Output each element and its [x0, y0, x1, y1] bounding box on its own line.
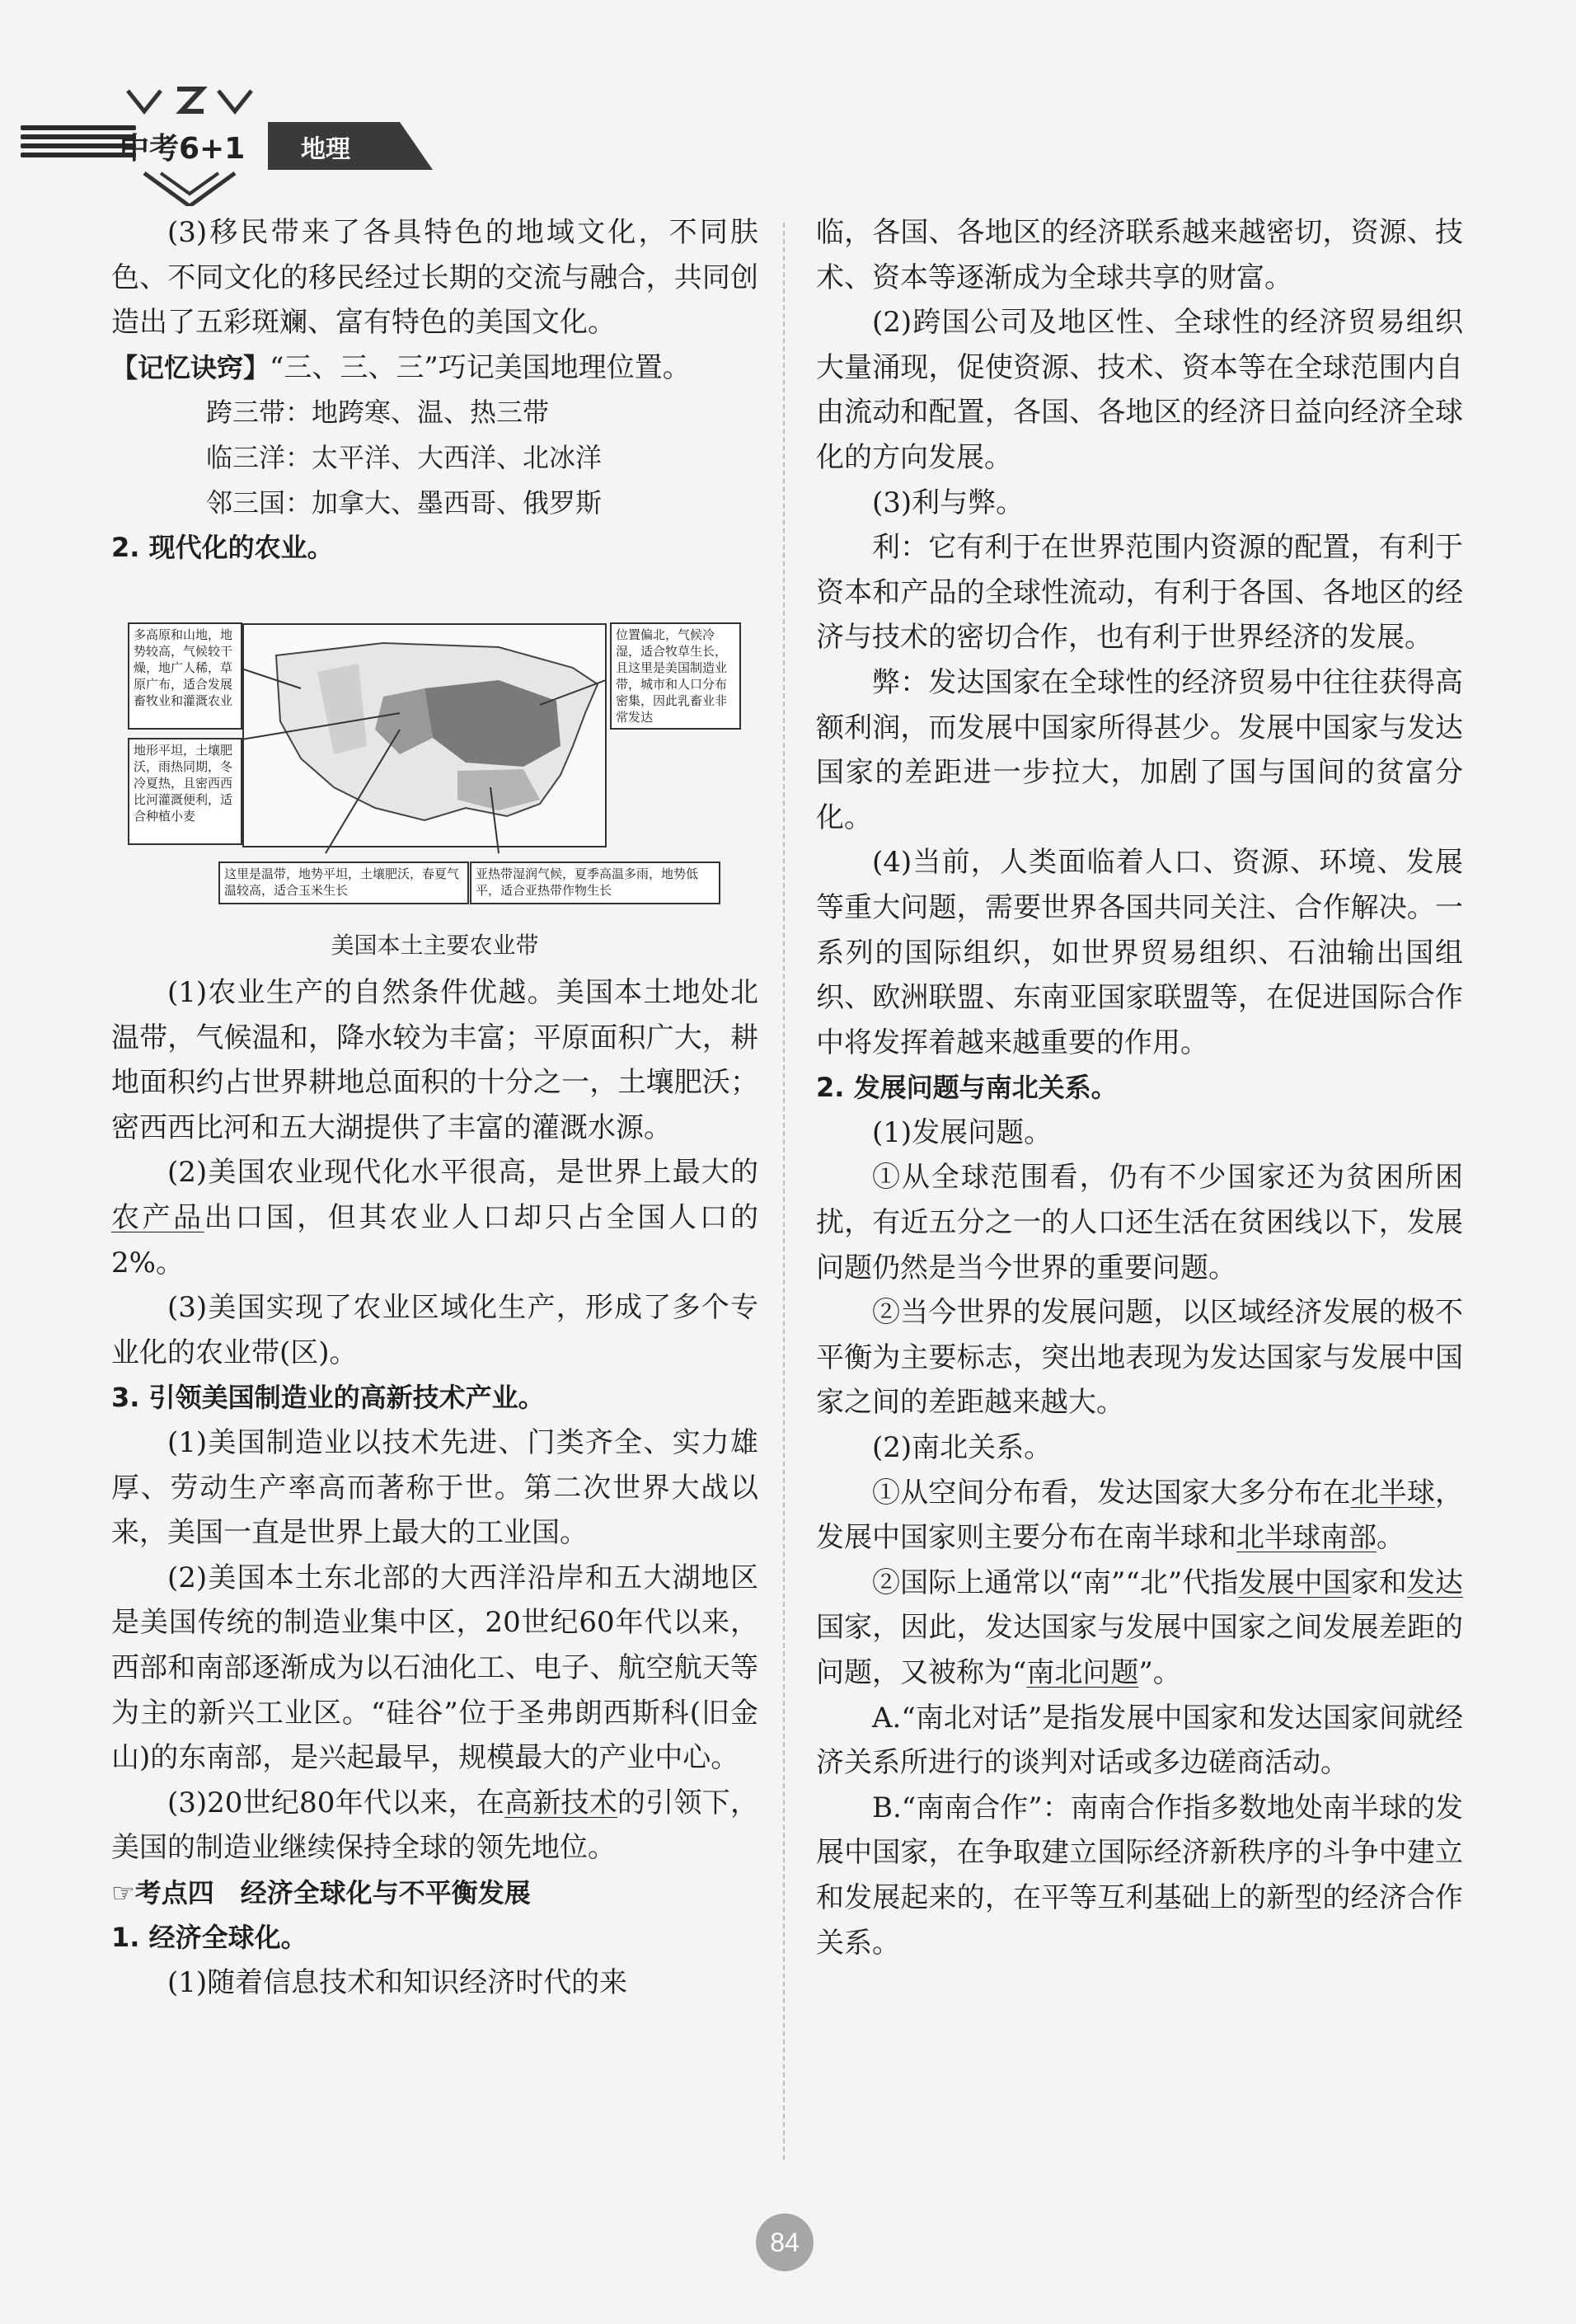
column-divider	[783, 223, 785, 2160]
section-heading: 1. 经济全球化。	[111, 1922, 307, 1954]
page-header	[21, 74, 433, 206]
section-heading: 2. 现代化的农业。	[111, 532, 334, 564]
mnemonic-line: 邻三国：加拿大、墨西哥、俄罗斯	[206, 486, 603, 519]
paragraph: (3)移民带来了各具特色的地域文化，不同肤色、不同文化的移民经过长期的交流与融合，共同创造出了五彩斑斓、富有特色的美国文化。	[111, 216, 758, 340]
mnemonic-line: 跨三带：地跨寒、温、热三带	[206, 397, 550, 429]
topic-heading: ☞考点四 经济全球化与不平衡发展	[111, 1876, 531, 1908]
paragraph: 临，各国、各地区的经济联系越来越密切，资源、技术、资本等逐渐成为全球共享的财富。	[816, 216, 1463, 294]
series-title: 中考6+1	[120, 132, 246, 166]
paragraph: (1)随着信息技术和知识经济时代的来	[167, 1966, 628, 2000]
paragraph: (2)跨国公司及地区性、全球性的经济贸易组织大量涌现，促使资源、技术、资本等在全球范围内自由流动和配置，各国、各地区的经济日益向经济全球化的方向发展。	[816, 306, 1463, 474]
mnemonic-line: 临三洋：太平洋、大西洋、北冰洋	[206, 441, 603, 473]
right-column	[816, 210, 1463, 1965]
memory-text: “三、三、三”巧记美国地理位置。	[270, 350, 691, 384]
paragraph: A.“南北对话”是指发展中国家和发达国家间就经济关系所进行的谈判对话或多边磋商活动。	[816, 1701, 1463, 1780]
map-note-bottom-left: 这里是温带，地势平坦，土壤肥沃，春夏气温较高，适合玉米生长	[218, 862, 469, 904]
paragraph: ②国际上通常以“南”“北”代指发展中国家和发达国家，因此，发达国家与发展中国家之间发展差距的问题，又被称为“南北问题”。	[816, 1566, 1464, 1689]
memory-label: 【记忆诀窍】	[111, 351, 270, 383]
paragraph: ②当今世界的发展问题，以区域经济发展的极不平衡为主要标志，突出地表现为发达国家与发展中国家之间的差距越来越大。	[816, 1296, 1463, 1420]
paragraph: (1)发展问题。	[872, 1115, 1053, 1149]
left-column-bottom	[111, 970, 758, 2006]
left-column-top	[111, 210, 758, 570]
paragraph: 弊：发达国家在全球性的经济贸易中往往获得高额利润，而发展中国家所得甚少。发展中国家与发达国家的差距进一步拉大，加剧了国与国间的贫富分化。	[816, 665, 1463, 834]
paragraph: 利：它有利于在世界范围内资源的配置，有利于资本和产品的全球性流动，有利于各国、各地区的经济与技术的密切合作，也有利于世界经济的发展。	[816, 531, 1463, 655]
map-note-nw: 多高原和山地，地势较高，气候较干燥，地广人稀，草原广布，适合发展畜牧业和灌溉农业	[128, 622, 242, 730]
paragraph: (1)美国制造业以技术先进、门类齐全、实力雄厚、劳动生产率高而著称于世。第二次世界大战以来，美国一直是世界上最大的工业国。	[111, 1425, 758, 1550]
subject-label: 地理	[301, 135, 350, 164]
map-note-w: 地形平坦，土壤肥沃，雨热同期，冬冷夏热，且密西西比河灌溉便利，适合种植小麦	[128, 738, 242, 845]
section-heading: 3. 引领美国制造业的高新技术产业。	[111, 1382, 545, 1414]
paragraph: (3)20世纪80年代以来，在高新技术的引领下，美国的制造业继续保持全球的领先地位。	[111, 1786, 759, 1865]
map-note-ne: 位置偏北，气候冷湿，适合牧草生长，且这里是美国制造业带，城市和人口分布密集，因此乳畜业非常发达	[610, 622, 741, 730]
paragraph: (4)当前，人类面临着人口、资源、环境、发展等重大问题，需要世界各国共同关注、合作解决。一系列的国际组织，如世界贸易组织、石油输出国组织、欧洲联盟、东南亚国家联盟等，在促进国际合作中将发挥着越来越重要的作用。	[816, 846, 1463, 1059]
paragraph: (3)利与弊。	[872, 486, 1025, 519]
us-agriculture-map	[111, 622, 758, 903]
paragraph: (2)美国农业现代化水平很高，是世界上最大的农产品出口国，但其农业人口却只占全国人口的2%。	[111, 1156, 759, 1279]
paragraph: (2)南北关系。	[872, 1431, 1053, 1465]
subject-tab	[268, 122, 433, 170]
paragraph: (1)农业生产的自然条件优越。美国本土地处北温带，气候温和，降水较为丰富；平原面积广大，耕地面积约占世界耕地总面积的十分之一，土壤肥沃；密西西比河和五大湖提供了丰富的灌溉水源。	[111, 976, 758, 1144]
paragraph: (2)美国本土东北部的大西洋沿岸和五大湖地区是美国传统的制造业集中区，20世纪60年代以来，西部和南部逐渐成为以石油化工、电子、航空航天等为主的新兴工业区。“硅谷”位于圣弗朗西斯科(旧金山)的东南部，是兴起最早，规模最大的产业中心。	[111, 1561, 758, 1775]
paragraph: B.“南南合作”：南南合作指多数地处南半球的发展中国家，在争取建立国际经济新秩序的斗争中建立和发展起来的，在平等互利基础上的新型的经济合作关系。	[816, 1791, 1463, 1960]
paragraph: (3)美国实现了农业区域化生产，形成了多个专业化的农业带(区)。	[111, 1291, 758, 1369]
memory-tip	[111, 345, 758, 391]
paragraph: ①从空间分布看，发达国家大多分布在北半球，发展中国家则主要分布在南半球和北半球南部。	[816, 1476, 1464, 1555]
section-heading: 2. 发展问题与南北关系。	[816, 1072, 1118, 1104]
paragraph: ①从全球范围看，仍有不少国家还为贫困所困扰，有近五分之一的人口还生活在贫困线以下，发展问题仍然是当今世界的重要问题。	[816, 1161, 1463, 1284]
map-note-bottom-right: 亚热带湿润气候，夏季高温多雨，地势低平，适合亚热带作物生长	[470, 862, 720, 904]
page-number: 84	[756, 2214, 814, 2271]
map-caption: 美国本土主要农业带	[331, 932, 539, 959]
